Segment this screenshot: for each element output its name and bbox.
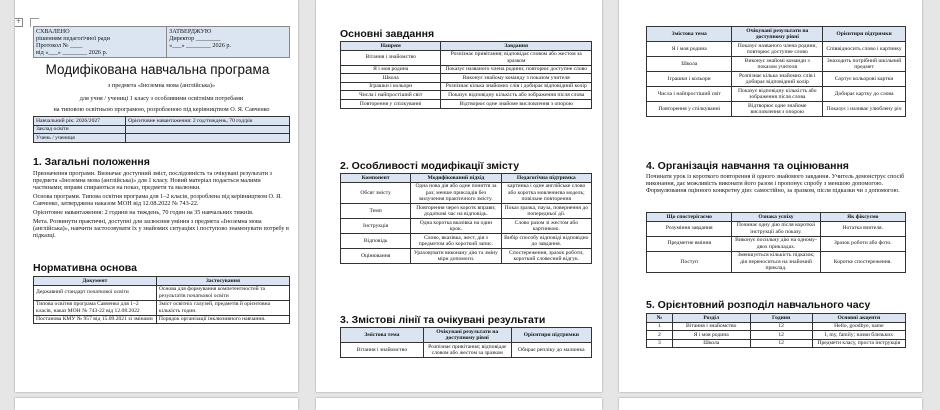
table-cell: Я і моя родина	[647, 42, 732, 57]
section-heading: 4. Організація навчання та оцінювання	[646, 160, 849, 172]
table-cell: Державний стандарт початкової освіти	[34, 285, 157, 300]
table-row	[647, 322, 906, 331]
table-row	[647, 57, 906, 72]
table-row	[341, 343, 592, 358]
subtitle-line: на типовою освітньою програмою, розробленою під керівництвом О. Я. Савченко	[53, 106, 270, 113]
column-header: Орієнтири підтримки	[511, 328, 591, 343]
paragraph: Основа програми. Типова освітня програма для 1–2 класів, розроблена під керівництвом О. Я. Савченко, затверджена наказом МОН від 12.08.2022 № 743-22.	[33, 193, 282, 208]
table-row	[341, 74, 592, 83]
table-cell: 2	[647, 331, 673, 340]
table-move-handle-icon[interactable]: +	[15, 18, 22, 25]
table-cell: Інструкція	[341, 219, 411, 234]
approved-left-cell	[34, 27, 167, 58]
table-cell: Предметне вміння	[647, 236, 732, 251]
table-cell: Добирає картку до слова	[823, 87, 906, 102]
norm-table	[33, 276, 290, 324]
table-cell: Слово, вказівка, жест, дія з предметом або короткий запис.	[411, 234, 501, 249]
column-header: Завдання	[441, 42, 592, 51]
table-row	[341, 249, 592, 264]
table-cell: 12	[750, 339, 812, 348]
approval-table	[33, 26, 290, 58]
table-cell: Одна нова дія або одне поняття за раз; менше прикладів без вилучення практичного змісту.	[411, 182, 501, 203]
approved-line: Протокол № ____	[36, 42, 83, 49]
page-6-edge	[619, 398, 922, 410]
info-row	[34, 134, 290, 143]
table-cell: Починає одну дію після короткої інструкції або показу.	[732, 221, 820, 236]
table-cell: Повторення у спілкуванні	[647, 102, 732, 117]
table-row	[647, 251, 906, 272]
table-cell: Спостереження, зразок роботи, короткий словесний відгук.	[501, 249, 591, 264]
column-header: Змістова тема	[341, 328, 424, 343]
table-row	[647, 87, 906, 102]
table-cell: Повторення через коротк вправи; додаткові час на відповідь.	[411, 204, 501, 219]
table-row	[647, 236, 906, 251]
column-header: №	[647, 314, 673, 323]
info-cell: Учень / учениця	[34, 134, 126, 143]
page-4-edge	[15, 398, 298, 410]
column-header: Що спостерігаємо	[647, 213, 732, 222]
table-row	[647, 72, 906, 87]
table-cell: Сортує кольорові картки	[823, 72, 906, 87]
table-cell: Повторення у спілкуванні	[341, 99, 441, 108]
table-cell: картинка і одне англійське слово або коротка мовленнєва модель; повільне повторення	[501, 182, 591, 203]
table-cell: Типова освітня програма Савченко для 1–2 класів, наказ МОН № 743-22 від 12.08.2022	[34, 300, 157, 315]
column-header: Педагогічна підтримка	[501, 174, 591, 183]
table-cell: Я і моя родина	[672, 331, 750, 340]
info-cell: Орієнтовне навантаження: 2 год/тиждень, 70 год/рік	[126, 117, 290, 126]
table-row	[647, 331, 906, 340]
approved-line: СХВАЛЕНО	[36, 27, 70, 35]
column-header: Очікувані результати на доступному рівні	[732, 27, 823, 42]
table-row	[341, 204, 592, 219]
table-cell: Показ зразка, пауза, повернення до попередньої дії.	[501, 204, 591, 219]
table-cell: Іграшки і кольори	[341, 82, 441, 91]
table-cell: Розуміння завдання	[647, 221, 732, 236]
table-row	[341, 234, 592, 249]
table-row	[34, 300, 290, 315]
approved-line: ЗАТВЕРДЖУЮ	[169, 27, 212, 35]
table-cell: Розпізнає кілька знайомих слів і добирає відповідний колір	[732, 72, 823, 87]
content-lines-table-cont	[646, 26, 906, 117]
table-cell: Виконує посильну дію на одному-двох прикладах.	[732, 236, 820, 251]
table-cell: Ураховувати виконану дію та зміну міри допомоги.	[411, 249, 501, 264]
table-cell: Школа	[672, 339, 750, 348]
column-header: Модифікований підхід	[411, 174, 501, 183]
table-cell: Співвідносить слово і картинку	[823, 42, 906, 57]
table-cell: Показує названого члена родини; повторює доступне слово	[441, 65, 592, 74]
table-cell: Темп	[341, 204, 411, 219]
table-cell: Слово разом зі жестом або картинкою.	[501, 219, 591, 234]
table-row	[341, 91, 592, 100]
table-cell: Зміст освітніх галузей, предметів й орієнтовна кількість годин.	[156, 300, 289, 315]
table-row	[341, 82, 592, 91]
page-5-edge	[316, 398, 602, 410]
table-cell: Поступ	[647, 251, 732, 272]
table-cell: Розпізнає привітання; відповідає словом або жестом за зразком	[423, 343, 511, 358]
table-cell: Вітання і знайомство	[341, 343, 424, 358]
column-header: Розділ	[672, 314, 750, 323]
table-cell: Нотатка вчителя.	[820, 221, 905, 236]
table-row	[647, 339, 906, 348]
table-cell: Показує названого члена родини, повторює доступне слово	[732, 42, 823, 57]
table-cell: Виконує знайому команду з показом учителя	[441, 74, 592, 83]
table-cell: 3	[647, 339, 673, 348]
approved-right-cell	[167, 27, 290, 58]
table-cell: Вибір способу відповіді відповідно до завдання.	[501, 234, 591, 249]
modification-table	[340, 173, 592, 264]
section-heading: 1. Загальні положення	[33, 156, 150, 168]
table-cell: I, my, family; назви близьких	[812, 331, 905, 340]
document-title: Модифікована навчальна програма	[45, 62, 270, 77]
table-cell: Вітання і знайомство	[672, 322, 750, 331]
table-row	[647, 221, 906, 236]
table-cell: 12	[750, 331, 812, 340]
info-cell: Заклад освіти	[34, 125, 126, 134]
table-cell: Показує відповідну кількість або зображення після слова	[732, 87, 823, 102]
table-cell: Школа	[647, 57, 732, 72]
table-cell: Числа і найпростіший світ	[647, 87, 732, 102]
table-cell: 1	[647, 322, 673, 331]
table-cell: Показує відповідну кількість або зображення після слова	[441, 91, 592, 100]
table-row	[647, 102, 906, 117]
column-header: Змістова тема	[647, 27, 732, 42]
info-cell: Навчальний рік: 2026/2027	[34, 117, 126, 126]
time-distribution-table	[646, 313, 906, 348]
table-row	[341, 99, 592, 108]
table-cell: Іграшки і кольори	[647, 72, 732, 87]
info-cell	[126, 125, 290, 134]
info-row	[34, 125, 290, 134]
table-row	[341, 50, 592, 65]
table-cell: Показує і називає улюблену річ	[823, 102, 906, 117]
table-cell: Відтворює одне знайоме висловлення з опорою	[732, 102, 823, 117]
table-cell: Зменшується кількість підказок; дія переноситься на знайомий приклад.	[732, 251, 820, 272]
table-cell: Оцінювання	[341, 249, 411, 264]
column-header: Компонент	[341, 174, 411, 183]
subtitle-line: для учня / учениці 1 класу з особливими освітніми потребами	[79, 95, 244, 102]
paragraph: Призначення програми. Визначає доступний зміст, послідовність та очікувані результати з предмета «Іноземна мова (англійська)» для 1 класу. Новий матеріал подається малими частинами; вправи спираються на показ, предмети та малюнки.	[33, 170, 272, 192]
column-header: Напрям	[341, 42, 441, 51]
paragraph: Орієнтовне навантаження: 2 години на тиждень, 70 годин на 35 навчальних тижнів.	[33, 209, 254, 216]
table-row	[34, 285, 290, 300]
section-heading: Основні завдання	[340, 28, 435, 40]
table-cell: Предмети класу, проста інструкція	[812, 339, 905, 348]
table-cell: Обсяг змісту	[341, 182, 411, 203]
table-cell: Вітання і знайомство	[341, 50, 441, 65]
column-header: Документ	[34, 277, 157, 286]
table-cell: Знаходить потрібний шкільний предмет	[823, 57, 906, 72]
table-cell: Відтворює одне знайоме висловлення з опорою	[441, 99, 592, 108]
info-cell	[126, 134, 290, 143]
table-row	[34, 315, 290, 324]
table-cell: Порядок організації інклюзивного навчання.	[156, 315, 289, 324]
column-header: Години	[750, 314, 812, 323]
table-cell: Розпізнає кілька знайомих слів і добирає відповідний колір	[441, 82, 592, 91]
page-2	[316, 0, 602, 392]
column-header: Ознака успіху	[732, 213, 820, 222]
paragraph: Мета. Розвинути практичні, доступні для засвоєння уміння з предмета «Іноземна мова (англійська)», навчити застосовувати їх у знайомих ситуаціях і поступово знаменувати потребу в підказці.	[33, 218, 289, 240]
table-cell: Числа і найпростіший світ	[341, 91, 441, 100]
table-cell: Відповідь	[341, 234, 411, 249]
table-cell: Виконує знайомі команди з показом учителя	[732, 57, 823, 72]
table-cell: Постанова КМУ № 957 від 15.09.2021 зі змінами	[34, 315, 157, 324]
paragraph: Починати урок із короткого повторення й одного знайомого завдання. Учитель демонструє спосіб виконання, дає можливість виконати його разом і пропонує спробу з меншою допомогою. Формулювання оцінного конкретну дію: самостійно, за зразком, після підказки чи з допомогою.	[646, 173, 905, 195]
column-header: Застосування	[156, 277, 289, 286]
section-heading: 2. Особливості модифікації змісту	[340, 160, 520, 172]
content-lines-table	[340, 327, 592, 358]
tasks-table	[340, 41, 592, 109]
approved-line: Директор ________	[169, 34, 221, 42]
column-header: Основні акценти	[812, 314, 905, 323]
section-heading: 5. Орієнтовний розподіл навчального часу	[646, 299, 871, 311]
page-1	[15, 0, 298, 392]
table-cell: Одна коротка вказівка на один крок.	[411, 219, 501, 234]
section-heading: 3. Змістові лінії та очікувані результати	[340, 314, 546, 326]
table-cell: Обирає репліку до малюнка	[511, 343, 591, 358]
table-cell: Основа для формування компетентностей та результатів початкової освіти	[156, 285, 289, 300]
info-row	[34, 117, 290, 126]
table-cell: Коротке спостереження.	[820, 251, 905, 272]
table-row	[647, 42, 906, 57]
table-cell: Зразок роботи або фото.	[820, 236, 905, 251]
table-cell: Розпізнає привітання; відповідає словом або жестом за зразком	[441, 50, 592, 65]
approved-line: рішенням педагогічної ради	[36, 34, 110, 42]
table-row	[341, 65, 592, 74]
approved-line: від «___» ________ 2026 р.	[36, 49, 108, 57]
table-cell: 12	[750, 322, 812, 331]
table-cell: Hello, goodbye, name	[812, 322, 905, 331]
column-header: Очікувані результати на доступному рівні	[423, 328, 511, 343]
page-3	[619, 0, 922, 392]
assessment-table	[646, 212, 906, 273]
column-header: Орієнтири підтримки	[823, 27, 906, 42]
section-heading: Нормативна основа	[33, 262, 137, 274]
info-table	[33, 116, 290, 143]
table-cell: Я і моя родина	[341, 65, 441, 74]
column-header: Як фіксуємо	[820, 213, 905, 222]
table-row	[341, 219, 592, 234]
approved-line: «___» ________ 2026 р.	[169, 42, 231, 49]
table-row	[341, 182, 592, 203]
subtitle-line: з предмета «Іноземна мова (англійська)»	[107, 82, 216, 89]
table-cell: Школа	[341, 74, 441, 83]
